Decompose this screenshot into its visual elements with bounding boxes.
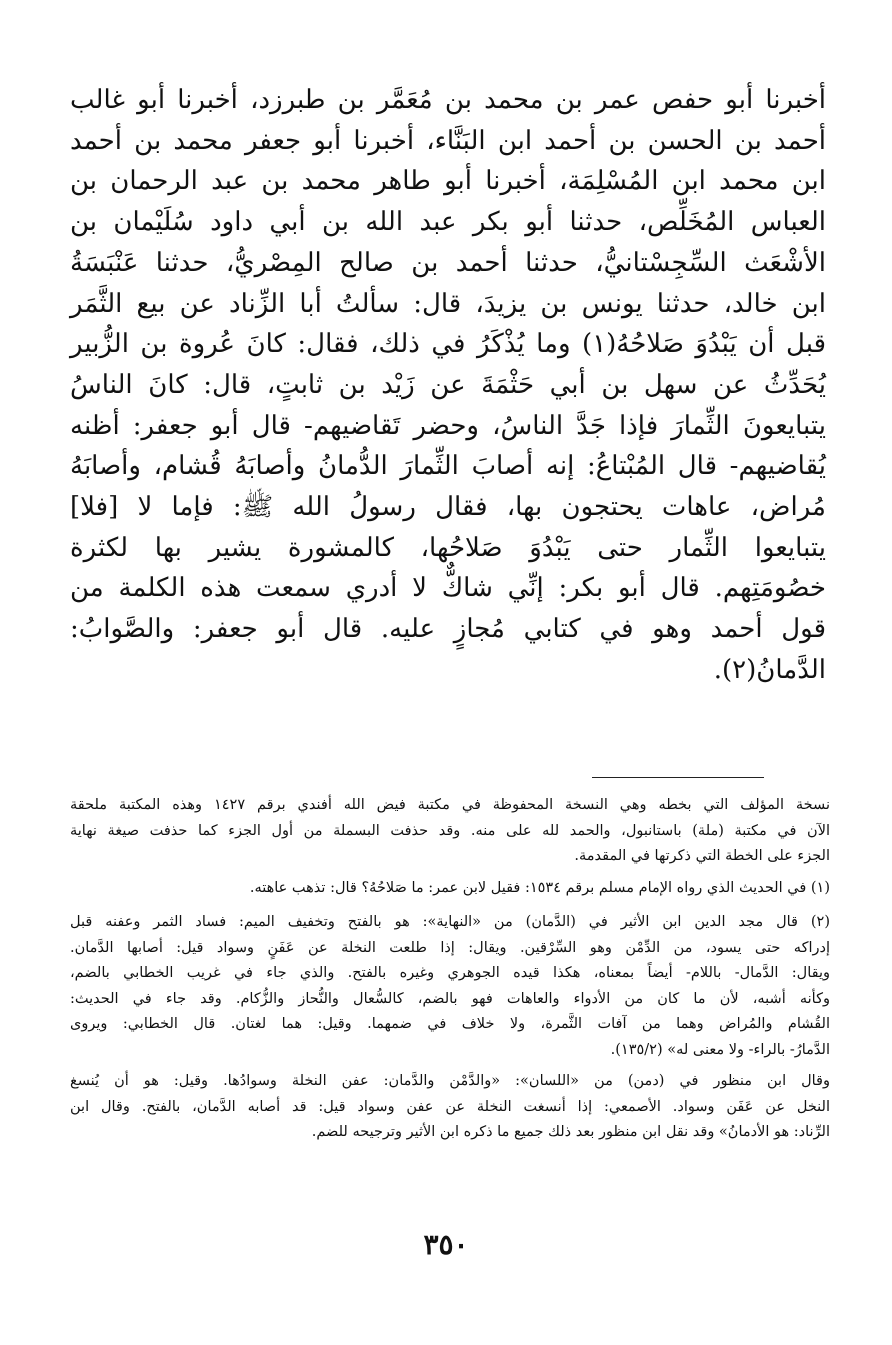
footnote-line: القُشام والمُراض وهما من آفات الثَّمرة، ولا خلاف في ضمهما. وقيل: هما لغتان. قال الخطابي: ويروى — [70, 1016, 830, 1032]
footnote-line: (٢) قال مجد الدين ابن الأثير في (الدَّمان) من «النهاية»: هو بالفتح وتخفيف الميم: فساد الثمر وعفنه قبل — [70, 914, 830, 930]
main-text-line: يتبايعونَ الثِّمارَ فإذا جَدَّ الناسُ، وحضر تَقاضيهم- قال أبو جعفر: أظنه — [70, 410, 826, 441]
footnote-line: الجزء على الخطة التي ذكرتها في المقدمة. — [574, 848, 830, 864]
main-text-line: مُراض، عاهات يحتجون بها، فقال رسولُ الله ﷺ: فإما لا [فلا] — [70, 492, 826, 523]
main-text-line: قبل أن يَبْدُوَ صَلاحُهُ(١) وما يُذْكَرُ في ذلك، فقال: كانَ عُروة بن الزُّبير — [70, 329, 826, 360]
footnote-divider — [592, 777, 764, 778]
footnote-line: وكأنه أشبه، لأن ما كان من الأدواء والعاهات فهو بالضم، كالسُّعال والنُّحاز والزُّكام. وقد جاء في الحديث: — [70, 990, 830, 1007]
footnote-line: (١) في الحديث الذي رواه الإمام مسلم برقم ١٥٣٤: فقيل لابن عمر: ما صَلاحُهُ؟ قال: تذهب عاهته. — [249, 879, 830, 896]
main-text-line: العباس المُخَلِّص، حدثنا أبو بكر عبد الله بن أبي داود سُلَيْمان بن — [70, 207, 826, 238]
main-text-line: الدَّمانُ(٢). — [713, 654, 826, 685]
footnote-line: نسخة المؤلف التي بخطه وهي النسخة المحفوظة في مكتبة فيض الله أفندي برقم ١٤٢٧ وهذه المكتبة ملحقة — [70, 797, 830, 813]
footnote-1 — [70, 876, 830, 902]
footnote-continuation — [70, 793, 830, 870]
footnote-line: إدراكه حتى يسود، من الدِّمْن وهو السِّرْقين. ويقال: إذا طلعت النخلة عن عَفَنٍ وسواد قيل: أصابها الدَّمان. — [70, 939, 830, 956]
main-text-line: الأشْعَث السِّجِسْتانيُّ، حدثنا أحمد بن صالح المِصْريُّ، حدثنا عَنْبَسَةُ — [70, 247, 826, 278]
main-text-line: أخبرنا أبو حفص عمر بن محمد بن مُعَمَّر بن طبرزد، أخبرنا أبو غالب — [70, 85, 826, 115]
footnotes-block — [70, 793, 830, 1146]
main-text-block — [70, 80, 826, 691]
main-text-line: ابن محمد ابن المُسْلِمَة، أخبرنا أبو طاهر محمد بن عبد الرحمان بن — [70, 166, 826, 197]
main-text-line: يتبايعوا الثِّمار حتى يَبْدُوَ صَلاحُها، كالمشورة يشير بها لكثرة — [70, 532, 826, 563]
main-text-line: خصُومَتِهم. قال أبو بكر: إنِّي شاكٌّ لا أدري سمعت هذه الكلمة من — [70, 573, 826, 604]
footnote-line: الرِّناد: هو الأدمانُ» وقد نقل ابن منظور بعد ذلك جميع ما ذكره ابن الأثير وترجيحه للضم. — [311, 1124, 830, 1140]
main-text-line: أحمد بن الحسن بن أحمد ابن البَنَّاء، أخبرنا أبو جعفر محمد بن أحمد — [70, 125, 826, 156]
footnote-line: وقال ابن منظور في (دمن) من «اللسان»: «والدَّمْن والدَّمان: عفن النخلة وسوادُها. وقيل: هو أن يُنسغ — [70, 1073, 830, 1089]
footnote-2 — [70, 910, 830, 1063]
footnote-line: النخل عن عَفَن وسواد. الأصمعي: إذا أنسغت النخلة عن عفن وسواد قيل: قد أصابه الدَّمان، بالفتح. وقال ابن — [70, 1098, 830, 1115]
main-text-line: يُقاضيهم- قال المُبْتاعُ: إنه أصابَ الثِّمارَ الدُّمانُ وأصابَهُ قُشام، وأصابَهُ — [70, 451, 826, 482]
footnote-line: الدَّمارُ- بالراء- ولا معنى له» (١٣٥/٢). — [610, 1041, 830, 1058]
footnote-line: الآن في مكتبة (ملة) باستانبول، والحمد لله على منه. وقد حذفت البسملة من أول الجزء كما حذفت صيغة نهاية — [70, 822, 830, 839]
footnote-line: ويقال: الدَّمال- باللام- أيضاً بمعناه، هكذا قيده الجوهري وغيره بالفتح. والذي جاء في غريب الخطابي بالضم، — [70, 965, 830, 981]
main-text-line: قول أحمد وهو في كتابي مُجازٍ عليه. قال أبو جعفر: والصَّوابُ: — [70, 614, 826, 645]
page-number: ٣٥٠ — [423, 1228, 469, 1261]
main-text-line: يُحَدِّثُ عن سهل بن أبي حَثْمَةَ عن زَيْد بن ثابتٍ، قال: كانَ الناسُ — [70, 369, 826, 400]
main-paragraph — [70, 80, 826, 691]
main-text-line: ابن خالد، حدثنا يونس بن يزيدَ، قال: سألتُ أبا الزِّناد عن بيع الثَّمَر — [70, 288, 826, 319]
footnote-2-continuation — [70, 1069, 830, 1146]
